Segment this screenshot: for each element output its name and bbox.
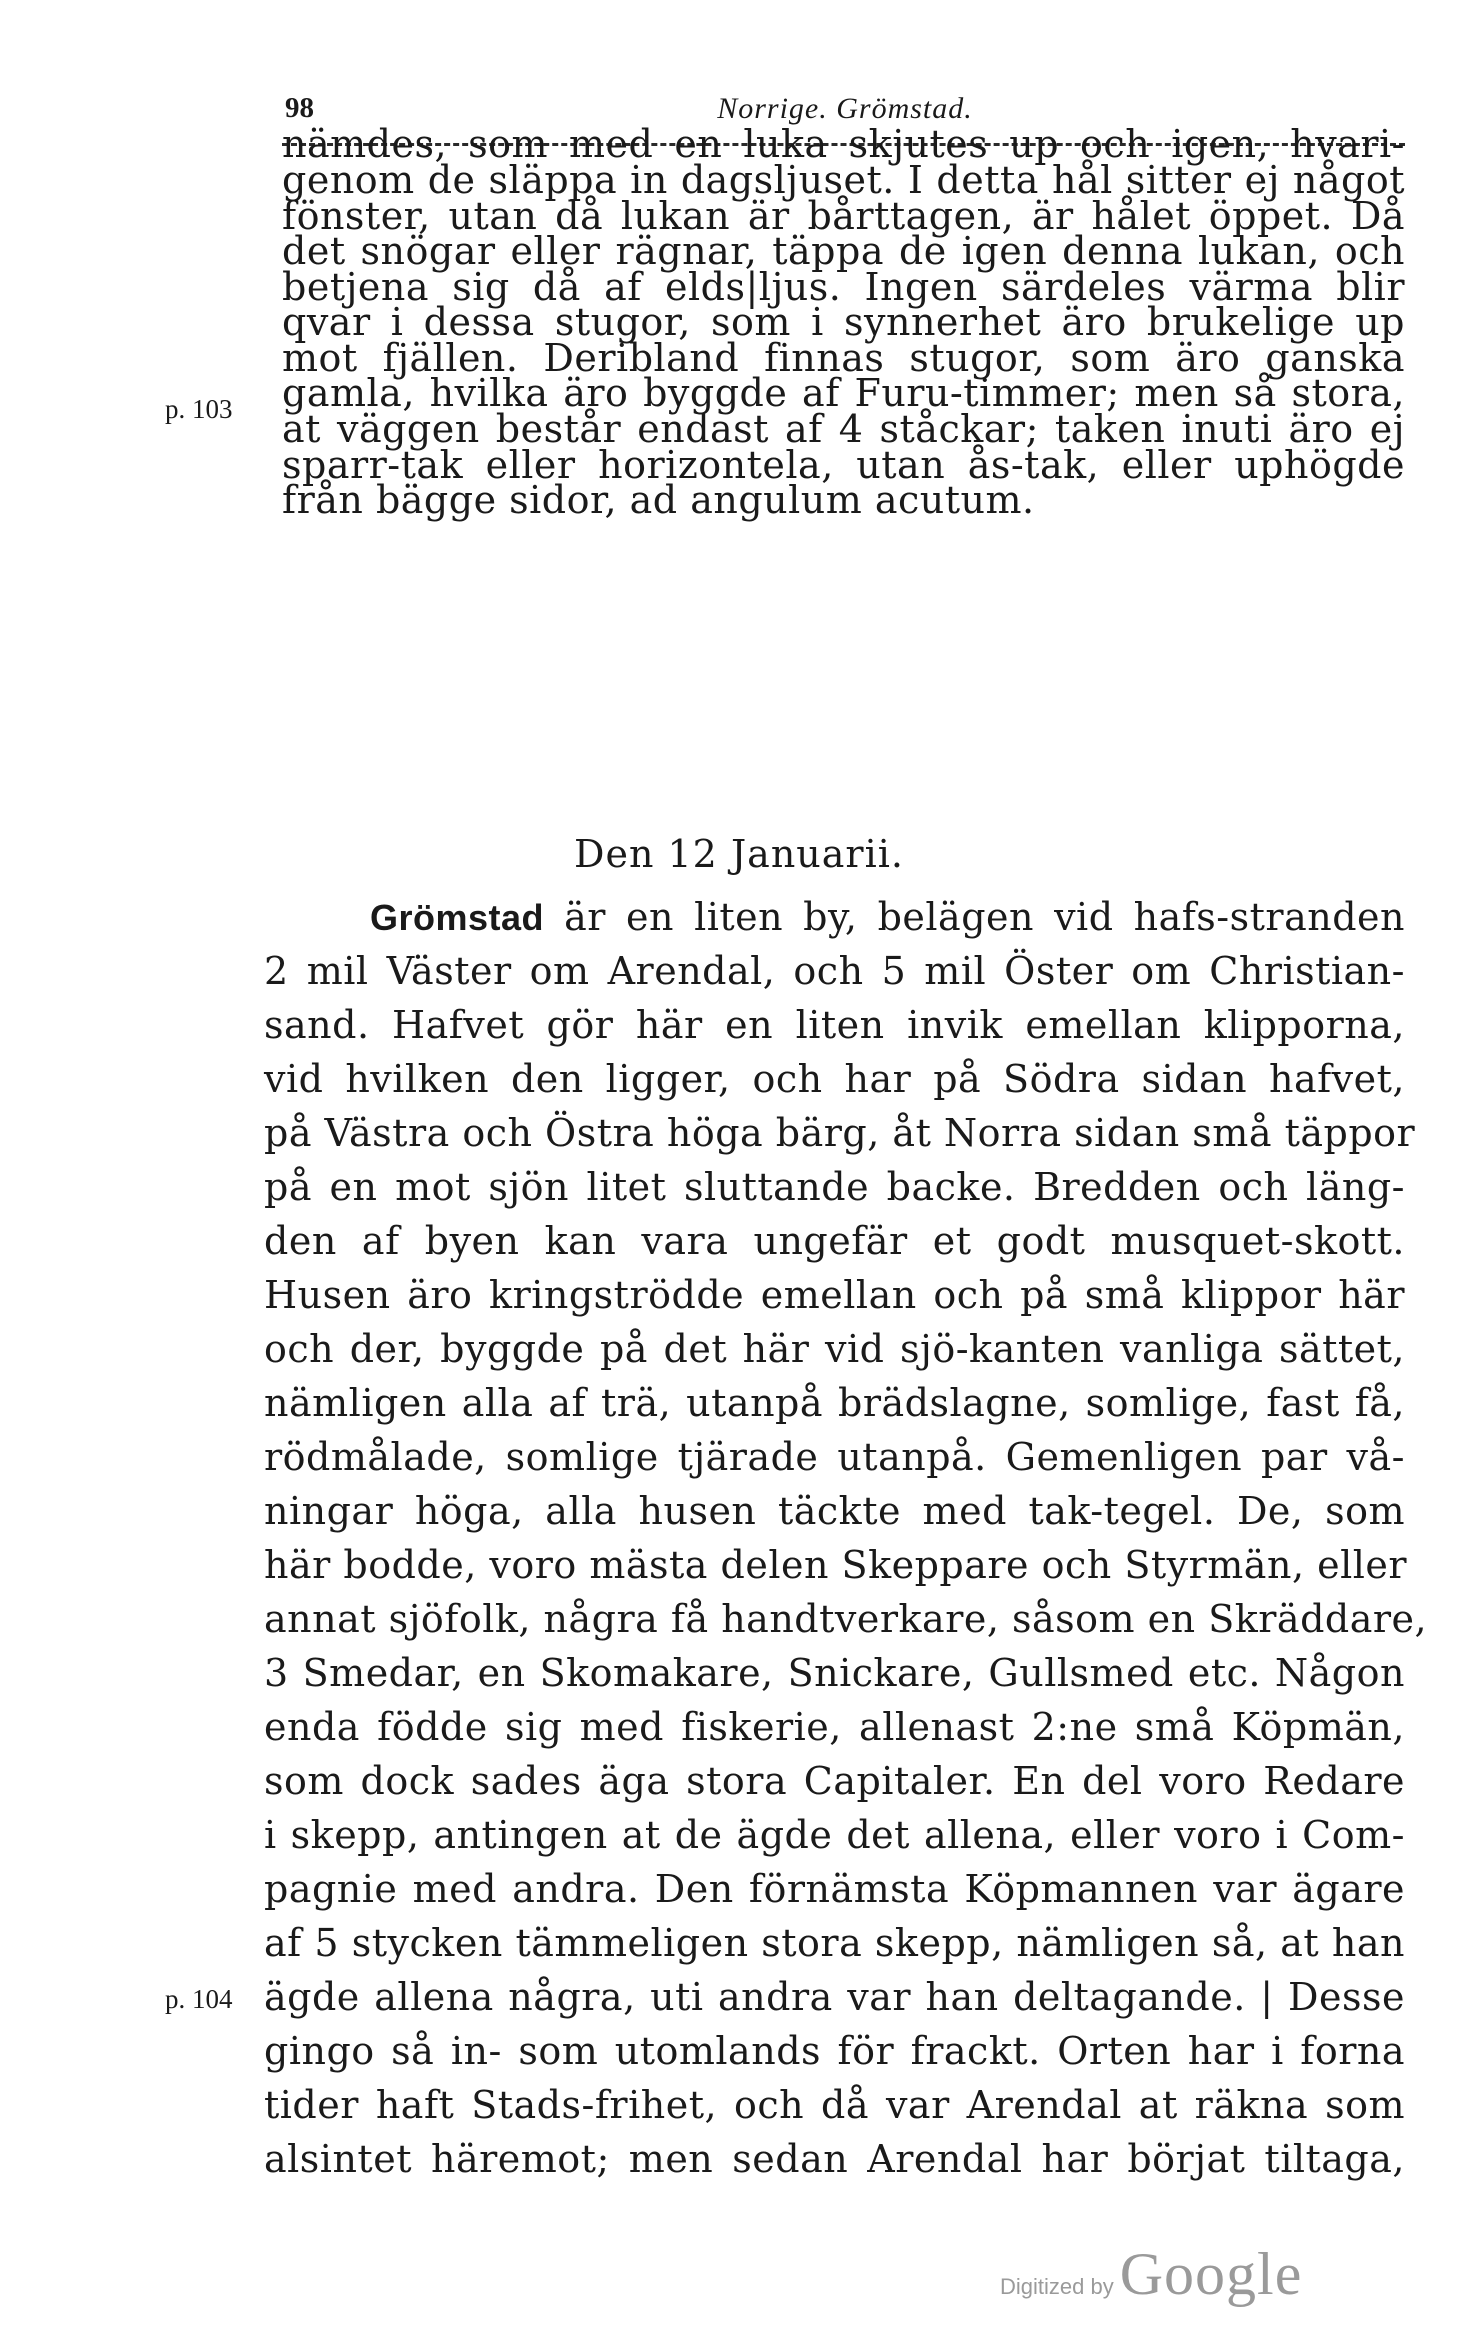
text-line: mot fjällen. Deribland finnas stugor, som äro ganska <box>282 336 1405 380</box>
text-line: genom de släppa in dagsljuset. I detta hål sitter ej något <box>282 158 1405 202</box>
text-line-first <box>370 893 1405 942</box>
text-line: gamla, hvilka äro byggde af Furu-timmer; men så stora, <box>282 371 1405 415</box>
place-name: Grömstad <box>370 897 545 938</box>
text-line: ningar höga, alla husen täckte med tak-tegel. De, som <box>264 1489 1405 1533</box>
text-line: qvar i dessa stugor, som i synnerhet äro brukelige up <box>282 300 1405 344</box>
text-line: ägde allena några, uti andra var han deltagande. | Desse <box>264 1975 1405 2019</box>
text-line: sparr-tak eller horizontela, utan ås-tak, eller uphögde <box>282 443 1405 487</box>
text-line: at väggen består endast af 4 ståckar; taken inuti äro ej <box>282 407 1405 451</box>
text-line: i skepp, antingen at de ägde det allena, eller voro i Com- <box>264 1813 1405 1857</box>
text-line: enda födde sig med fiskerie, allenast 2:ne små Köpmän, <box>264 1705 1405 1749</box>
text-line: det snögar eller rägnar, täppa de igen denna lukan, och <box>282 229 1405 273</box>
text-line: fönster, utan då lukan är bårttagen, är hålet öppet. Då <box>282 194 1405 238</box>
date-heading: Den 12 Januarii. <box>574 832 904 876</box>
text-line: rödmålade, somlige tjärade utanpå. Gemenligen par vå- <box>264 1435 1405 1479</box>
text-line: 2 mil Väster om Arendal, och 5 mil Öster om Christian- <box>264 949 1405 993</box>
text-line: på Västra och Östra höga bärg, åt Norra sidan små täppor <box>264 1111 1416 1155</box>
google-logo: Google <box>1119 2241 1303 2307</box>
header-title: Norrige. Grömstad. <box>717 92 973 125</box>
text-line: sand. Hafvet gör här en liten invik emellan klipporna, <box>264 1003 1405 1047</box>
text-line: tider haft Stads-frihet, och då var Arendal at räkna som <box>264 2083 1405 2127</box>
text-line: pagnie med andra. Den förnämsta Köpmannen var ägare <box>264 1867 1405 1911</box>
text-line: betjena sig då af elds|ljus. Ingen särdeles värma blir <box>282 265 1405 309</box>
text-line: den af byen kan vara ungefär et godt musquet-skott. <box>264 1219 1405 1263</box>
text-line: af 5 stycken tämmeligen stora skepp, nämligen så, at han <box>264 1921 1405 1965</box>
text-line: annat sjöfolk, några få handtverkare, såsom en Skräddare, <box>264 1597 1428 1641</box>
text-line: 3 Smedar, en Skomakare, Snickare, Gullsmed etc. Någon <box>264 1651 1405 1695</box>
text-line: nämdes, som med en luka skjutes up och igen, hvari- <box>282 122 1405 166</box>
text-line: vid hvilken den ligger, och har på Södra sidan hafvet, <box>264 1057 1405 1101</box>
digitized-watermark <box>1000 2240 1302 2320</box>
text-line: alsintet häremot; men sedan Arendal har börjat tiltaga, <box>264 2137 1405 2181</box>
text-line: Husen äro kringströdde emellan och på små klippor här <box>264 1273 1405 1317</box>
text-line: nämligen alla af trä, utanpå brädslagne, somlige, fast få, <box>264 1381 1405 1425</box>
text-line: från bägge sidor, ad angulum acutum. <box>282 478 1035 522</box>
text-line: här bodde, voro mästa delen Skeppare och Styrmän, eller <box>264 1543 1408 1587</box>
text-fragment: är en liten by, belägen vid hafs-stranden <box>544 895 1405 939</box>
text-line: som dock sades äga stora Capitaler. En del voro Redare <box>264 1759 1405 1803</box>
page-number: 98 <box>285 92 314 124</box>
text-line: på en mot sjön litet sluttande backe. Bredden och läng- <box>264 1165 1405 1209</box>
text-line: och der, byggde på det här vid sjö-kanten vanliga sättet, <box>264 1327 1405 1371</box>
watermark-prefix: Digitized by <box>1000 2274 1114 2299</box>
text-line: gingo så in- som utomlands för frackt. Orten har i forna <box>264 2029 1405 2073</box>
margin-note-page-103: p. 103 <box>165 394 233 424</box>
margin-note-page-104: p. 104 <box>165 1984 233 2014</box>
